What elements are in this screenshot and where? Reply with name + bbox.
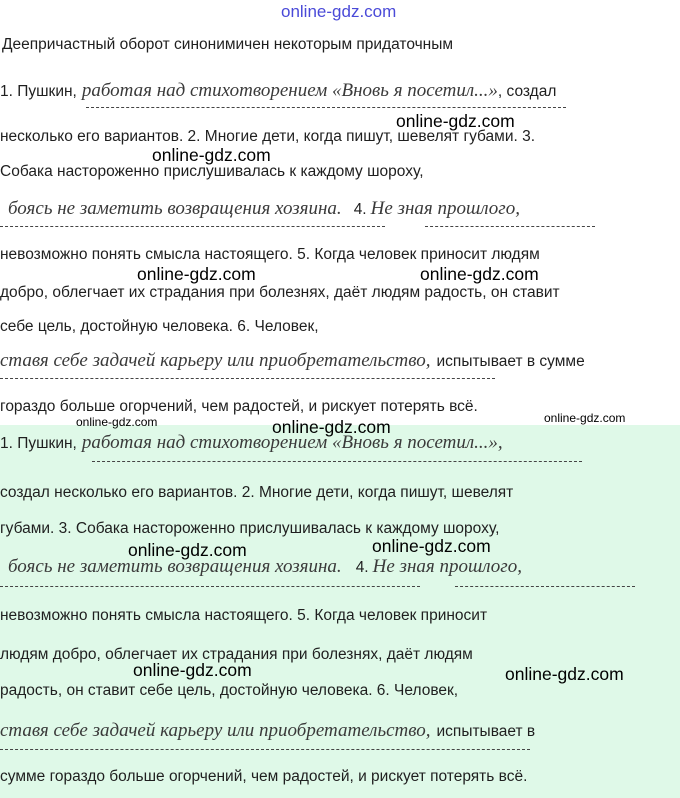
sentence-4-number: 4. (355, 559, 369, 576)
watermark: online-gdz.com (272, 417, 391, 437)
line-2: несколько его вариантов. 2. Многие дети, когда пишут, шевелят губами. 3. (0, 128, 536, 145)
participle-underline (0, 586, 420, 587)
watermark: online-gdz.com (133, 660, 252, 680)
participle-underline (425, 226, 595, 227)
sentence-4-number: 4. (353, 201, 367, 218)
handwritten-clause: ставя себе задачей карьеру или приобретательство, (0, 720, 431, 741)
line-4 (8, 198, 520, 220)
watermark: online-gdz.com (152, 145, 271, 165)
sentence-6-end: испытывает в (436, 723, 536, 740)
line-1 (0, 432, 503, 454)
sentence-1-start: 1. Пушкин, (0, 435, 77, 452)
line-7: себе цель, достойную человека. 6. Человек, (0, 318, 319, 335)
watermark: online-gdz.com (128, 540, 247, 560)
line-5: невозможно понять смысла настоящего. 5. Когда человек приносит (0, 607, 488, 624)
participle-underline (0, 378, 495, 379)
line-3: губами. 3. Собака настороженно прислушивалась к каждому шороху, (0, 520, 500, 537)
handwritten-clause: боясь не заметить возвращения хозяина. (8, 198, 342, 219)
sentence-6-end: испытывает в сумме (436, 353, 585, 370)
handwritten-clause: работая над стихотворением «Вновь я посетил...» (81, 80, 498, 101)
line-6: добро, облегчает их страдания при болезнях, даёт людям радость, он ставит (0, 284, 560, 301)
participle-underline (455, 586, 635, 587)
line-1 (0, 80, 556, 102)
sentence-1-start: 1. Пушкин, (0, 83, 77, 100)
heading-text: Деепричастный оборот синонимичен некоторым придаточным (2, 36, 454, 53)
line-8 (0, 720, 535, 742)
watermark: online-gdz.com (420, 264, 539, 284)
line-7: радость, он ставит себе цель, достойную человека. 6. Человек, (0, 682, 459, 699)
handwritten-clause: работая над стихотворением «Вновь я посетил...», (81, 432, 503, 453)
sentence-1-end: , создал (497, 83, 557, 100)
watermark-top: online-gdz.com (281, 2, 397, 21)
watermark: online-gdz.com (505, 664, 624, 684)
line-9: гораздо больше огорчений, чем радостей, и рискует потерять всё. (0, 398, 478, 415)
line-5: невозможно понять смысла настоящего. 5. Когда человек приносит людям (0, 246, 540, 263)
handwritten-clause: боясь не заметить возвращения хозяина. (8, 556, 342, 577)
participle-underline (92, 461, 582, 462)
watermark: online-gdz.com (76, 415, 158, 429)
watermark: online-gdz.com (396, 111, 515, 131)
handwritten-clause: Не зная прошлого, (370, 198, 520, 219)
line-6: людям добро, облегчает их страдания при болезнях, даёт людям (0, 646, 473, 663)
watermark: online-gdz.com (544, 411, 626, 425)
participle-underline (0, 749, 530, 750)
line-9: сумме гораздо больше огорчений, чем радостей, и рискует потерять всё. (0, 768, 528, 785)
line-4 (8, 556, 522, 578)
line-8 (0, 350, 585, 372)
handwritten-clause: ставя себе задачей карьеру или приобретательство, (0, 350, 431, 371)
participle-underline (0, 226, 385, 227)
line-2: создал несколько его вариантов. 2. Многие дети, когда пишут, шевелят (0, 484, 514, 501)
participle-underline (86, 107, 566, 108)
line-3: Собака настороженно прислушивалась к каждому шороху, (0, 163, 424, 180)
watermark: online-gdz.com (137, 264, 256, 284)
watermark: online-gdz.com (372, 536, 491, 556)
handwritten-clause: Не зная прошлого, (372, 556, 522, 577)
